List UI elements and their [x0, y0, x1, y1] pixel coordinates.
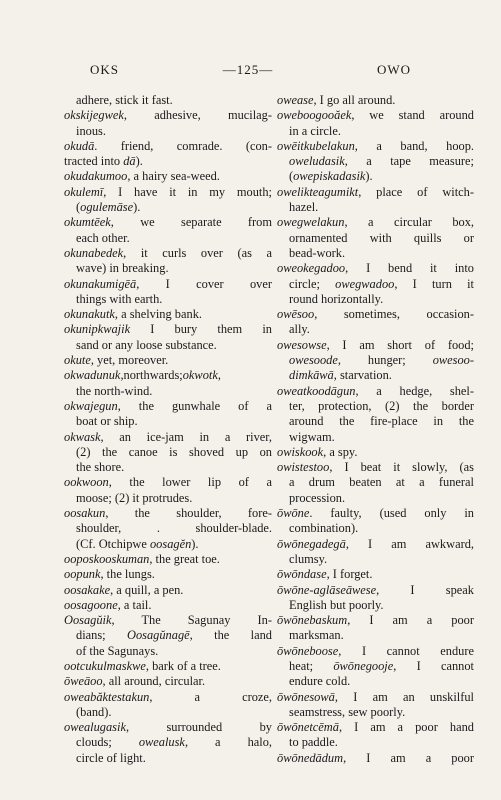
- entry-line: [64, 475, 272, 490]
- headword: ootcukulmaskwe: [64, 658, 146, 673]
- entry-line: [64, 93, 272, 108]
- definition-text: , it curls over (as a: [123, 245, 272, 260]
- definition-text: shoulder, . shoulder-blade.: [76, 521, 272, 536]
- entry-line: [277, 720, 474, 735]
- entry-line: [277, 307, 474, 322]
- entry-line: [277, 399, 474, 414]
- definition-text: , I go all around.: [313, 93, 396, 107]
- definition-text: , the great toe.: [149, 551, 220, 566]
- definition-text: around the fire-place in the: [289, 414, 474, 429]
- headword: okunipkwajik: [64, 322, 131, 337]
- entry-line: [277, 445, 474, 460]
- entry-line: [277, 460, 474, 475]
- definition-text: (: [289, 169, 294, 184]
- definition-text: , place of witch-: [358, 184, 474, 199]
- definition-text: heat;: [289, 658, 334, 673]
- entry-line: [64, 430, 272, 445]
- definition-text: , I am an unskilful: [334, 689, 474, 704]
- entry-line: [64, 307, 272, 322]
- definition-text: , the lungs.: [100, 567, 155, 582]
- definition-text: , I forget.: [326, 567, 373, 582]
- definition-text: wave) in breaking.: [76, 261, 169, 276]
- definition-text: dians;: [76, 628, 127, 643]
- entry-line: [64, 705, 272, 720]
- definition-text: , a hairy sea-weed.: [127, 169, 220, 184]
- entry-line: [64, 521, 272, 536]
- headword: oweokegadoo: [277, 261, 346, 276]
- entry-line: [277, 751, 474, 766]
- headword: owesowse: [277, 337, 327, 352]
- entry-line: [64, 277, 272, 292]
- definition-text: adhere, stick it fast.: [76, 93, 173, 107]
- entry-line: [64, 154, 272, 169]
- headword: okunakutk: [64, 307, 115, 322]
- entry-line: [277, 613, 474, 628]
- headword: okunakumigēā: [64, 276, 137, 291]
- definition-text: , the lower lip of a: [108, 475, 272, 490]
- definition-text: circle;: [289, 276, 336, 291]
- entry-line: [277, 353, 474, 368]
- entry-line: [277, 338, 474, 353]
- entry-line: [64, 720, 272, 735]
- definition-text: ).: [191, 536, 199, 551]
- definition-text: , a circular box,: [344, 215, 474, 230]
- definition-text: , I bend it into: [345, 261, 474, 276]
- entry-line: [277, 93, 474, 108]
- definition-text: . friend, comrade. (con-: [94, 138, 272, 153]
- headword: oosakun: [64, 506, 106, 521]
- definition-text: moose; (2) it protrudes.: [76, 490, 193, 505]
- entry-line: [277, 108, 474, 123]
- entry-line: [64, 735, 272, 750]
- headword: owepiskadasik: [293, 169, 366, 184]
- definition-text: endure cold.: [289, 674, 351, 689]
- entry-line: [64, 537, 272, 552]
- entry-line: [277, 583, 474, 598]
- entry-line: [64, 644, 272, 659]
- entry-line: [277, 292, 474, 307]
- entry-line: [277, 139, 474, 154]
- entry-line: [64, 231, 272, 246]
- entry-line: [277, 705, 474, 720]
- entry-line: [64, 399, 272, 414]
- entry-line: [277, 215, 474, 230]
- definition-text: , adhesive, mucilag-: [123, 108, 272, 123]
- headword: dimkāwā: [289, 368, 334, 383]
- definition-text: , an ice-jam in a river,: [100, 429, 272, 444]
- headword: ōwōndase: [277, 567, 327, 582]
- definition-text: , I cover over: [136, 276, 272, 291]
- headword: owistestoo: [277, 460, 330, 475]
- entry-line: [277, 261, 474, 276]
- definition-text: bead-work.: [289, 245, 346, 260]
- headword: owease: [277, 93, 314, 107]
- entry-line: [277, 169, 474, 184]
- definition-text: each other.: [76, 230, 130, 245]
- entry-line: [64, 261, 272, 276]
- definition-text: ,: [217, 368, 221, 383]
- definition-text: , I cannot: [393, 658, 474, 673]
- entry-line: [64, 139, 272, 154]
- headword: ookwoon: [64, 475, 109, 490]
- definition-text: , a shelving bank.: [114, 307, 202, 322]
- definition-text: circle of light.: [76, 750, 146, 765]
- headword: okwajegun: [64, 398, 118, 413]
- definition-text: , I am a poor hand: [338, 720, 474, 735]
- entry-line: [64, 338, 272, 353]
- definition-text: boat or ship.: [76, 414, 138, 429]
- definition-text: hazel.: [289, 200, 319, 215]
- header-left-guideword: OKS: [90, 62, 120, 77]
- entry-line: [64, 674, 272, 689]
- entry-line: [277, 552, 474, 567]
- left-column: [64, 93, 272, 766]
- entry-line: [277, 231, 474, 246]
- definition-text: tracted into: [64, 154, 124, 169]
- headword: Oosagŭnagē: [127, 628, 190, 643]
- definition-text: (: [76, 200, 81, 215]
- headword: owesoo-: [432, 353, 474, 368]
- entry-line: [64, 491, 272, 506]
- headword: oosakake: [64, 582, 111, 597]
- entry-line: [64, 200, 272, 215]
- entry-line: [277, 491, 474, 506]
- headword: okumtēek: [64, 215, 111, 230]
- headword: okwadunuk: [64, 368, 121, 383]
- definition-text: ter, protection, (2) the border: [289, 398, 474, 413]
- headword: ōwōne-aglāseāwese: [277, 582, 377, 597]
- entry-line: [277, 506, 474, 521]
- definition-text: , a hedge, shel-: [355, 383, 474, 398]
- entry-line: [64, 552, 272, 567]
- definition-text: , I beat it slowly, (as: [329, 460, 474, 475]
- headword: ōwōnesowā: [277, 689, 335, 704]
- entry-line: [277, 475, 474, 490]
- definition-text: ,northwards;: [120, 368, 183, 383]
- entry-line: [277, 674, 474, 689]
- entry-line: [64, 185, 272, 200]
- entry-line: [277, 659, 474, 674]
- entry-line: [277, 246, 474, 261]
- definition-text: clumsy.: [289, 551, 328, 566]
- headword: okwask: [64, 429, 101, 444]
- definition-text: seamstress, sew poorly.: [289, 704, 406, 719]
- entry-line: [64, 246, 272, 261]
- headword: dā: [123, 154, 136, 169]
- entry-line: [64, 751, 272, 766]
- entry-line: [64, 215, 272, 230]
- entry-line: [64, 124, 272, 139]
- entry-line: [277, 154, 474, 169]
- definition-text: , I am a poor: [343, 750, 474, 765]
- definition-text: , I am awkward,: [345, 536, 474, 551]
- entry-line: [277, 384, 474, 399]
- headword: oweboogooăek: [277, 108, 352, 123]
- definition-text: (Cf. Otchipwe: [76, 536, 150, 551]
- definition-text: , I am short of food;: [326, 337, 474, 352]
- headword: oopunk: [64, 567, 101, 582]
- definition-text: the shore.: [76, 460, 125, 475]
- entry-line: [64, 368, 272, 383]
- entry-line: [64, 567, 272, 582]
- definition-text: of the Sagunays.: [76, 643, 159, 658]
- headword: ōwōnedādum: [277, 750, 344, 765]
- entry-line: [277, 414, 474, 429]
- entry-line: [64, 613, 272, 628]
- definition-text: ally.: [289, 322, 310, 337]
- definition-text: ).: [365, 169, 373, 184]
- headword: okwotk: [182, 368, 218, 383]
- entry-line: [277, 368, 474, 383]
- definition-text: combination).: [289, 521, 359, 536]
- definition-text: (2) the canoe is shoved up on: [76, 444, 272, 459]
- headword: owēsoo: [277, 307, 315, 322]
- definition-text: ornamented with quills or: [289, 230, 474, 245]
- page-number: —125—: [222, 62, 274, 77]
- headword: owealusk: [138, 735, 185, 750]
- definition-text: , starvation.: [333, 368, 392, 383]
- definition-text: ).: [135, 154, 143, 169]
- definition-text: inous.: [76, 123, 106, 138]
- headword: okulemī: [64, 184, 104, 199]
- headword: ōwōnegadegā: [277, 536, 346, 551]
- definition-text: marksman.: [289, 628, 344, 643]
- entry-line: [277, 690, 474, 705]
- headword: owealugasik: [64, 720, 126, 735]
- definition-text: , we separate from: [110, 215, 272, 230]
- definition-text: , a tape measure;: [344, 154, 474, 169]
- entry-line: [277, 277, 474, 292]
- entry-line: [64, 583, 272, 598]
- definition-text: , all around, circular.: [102, 674, 206, 689]
- right-column: [277, 93, 474, 766]
- definition-text: , I cannot endure: [338, 643, 474, 658]
- definition-text: the north-wind.: [76, 383, 153, 398]
- header-right-guideword: OWO: [376, 62, 411, 77]
- headword: owegwelakun: [277, 215, 345, 230]
- definition-text: , surrounded by: [125, 720, 272, 735]
- entry-line: [64, 414, 272, 429]
- headword: okudakumoo: [64, 169, 128, 184]
- definition-text: , bark of a tree.: [145, 658, 221, 673]
- entry-line: [277, 598, 474, 613]
- definition-text: things with earth.: [76, 291, 163, 306]
- definition-text: English but poorly.: [289, 597, 384, 612]
- entry-line: [277, 537, 474, 552]
- definition-text: , The Sagunay In-: [111, 613, 272, 628]
- entry-line: [64, 598, 272, 613]
- headword: ōweāoo: [64, 674, 103, 689]
- definition-text: , I speak: [376, 582, 474, 597]
- entry-line: [64, 353, 272, 368]
- headword: okunabedek: [64, 245, 124, 260]
- headword: ōwōne: [277, 506, 310, 521]
- entry-line: [64, 506, 272, 521]
- entry-line: [64, 322, 272, 337]
- entry-line: [64, 690, 272, 705]
- definition-text: , yet, moreover.: [90, 353, 169, 368]
- headword: owesoode: [289, 353, 338, 368]
- definition-text: , a croze,: [149, 689, 272, 704]
- entry-line: [64, 659, 272, 674]
- definition-text: round horizontally.: [289, 291, 384, 306]
- entry-line: [64, 628, 272, 643]
- definition-text: , a spy.: [323, 444, 358, 459]
- headword: oweabăktestakun: [64, 689, 150, 704]
- headword: oweatkoodāgun: [277, 383, 356, 398]
- definition-text: , the shoulder, fore-: [105, 506, 272, 521]
- headword: ogulemāse: [80, 200, 134, 215]
- headword: ōwōnebaskum: [277, 613, 348, 628]
- definition-text: , a band, hoop.: [354, 138, 474, 153]
- headword: ōwōnetcēmā: [277, 720, 339, 735]
- entry-line: [277, 185, 474, 200]
- entry-line: [277, 521, 474, 536]
- definition-text: , a tail.: [117, 597, 152, 612]
- definition-text: a drum beaten at a funeral: [289, 475, 474, 490]
- definition-text: , a quill, a pen.: [110, 582, 184, 597]
- entry-line: [277, 644, 474, 659]
- headword: ooposkooskuman: [64, 551, 150, 566]
- definition-text: , the gunwhale of a: [117, 398, 272, 413]
- entry-line: [64, 108, 272, 123]
- headword: oosagĕn: [149, 536, 192, 551]
- headword: owelikteagumikt: [277, 184, 359, 199]
- entry-line: [277, 200, 474, 215]
- definition-text: , hunger;: [337, 353, 433, 368]
- running-header: [90, 62, 411, 78]
- headword: ōwōneboose: [277, 643, 339, 658]
- definition-text: to paddle.: [289, 735, 338, 750]
- definition-text: , I am a poor: [347, 613, 474, 628]
- entry-line: [277, 322, 474, 337]
- definition-text: wigwam.: [289, 429, 335, 444]
- entry-line: [277, 124, 474, 139]
- entry-line: [64, 384, 272, 399]
- definition-text: (band).: [76, 704, 112, 719]
- definition-text: , sometimes, occasion-: [314, 307, 474, 322]
- definition-text: , I have it in my mouth;: [103, 184, 272, 199]
- definition-text: . faulty, (used only in: [309, 506, 474, 521]
- headword: owēitkubelakun: [277, 138, 355, 153]
- definition-text: in a circle.: [289, 123, 341, 138]
- definition-text: , the land: [189, 628, 272, 643]
- headword: okute: [64, 353, 91, 368]
- headword: ōwōnegooje: [333, 658, 394, 673]
- definition-text: , I turn it: [394, 276, 474, 291]
- entry-line: [277, 735, 474, 750]
- entry-line: [64, 292, 272, 307]
- definition-text: ).: [133, 200, 141, 215]
- definition-text: , a halo,: [184, 735, 272, 750]
- headword: oweludasik: [289, 154, 345, 169]
- headword: okskijegwek: [64, 108, 124, 123]
- entry-line: [277, 628, 474, 643]
- entry-line: [277, 567, 474, 582]
- definition-text: I bury them in: [130, 322, 272, 337]
- headword: owiskook: [277, 444, 324, 459]
- headword: oosagoone: [64, 597, 118, 612]
- entry-line: [277, 430, 474, 445]
- definition-text: , we stand around: [351, 108, 474, 123]
- entry-line: [64, 445, 272, 460]
- definition-text: clouds;: [76, 735, 139, 750]
- definition-text: procession.: [289, 490, 346, 505]
- entry-line: [64, 460, 272, 475]
- entry-line: [64, 169, 272, 184]
- headword: owegwadoo: [335, 276, 395, 291]
- definition-text: sand or any loose substance.: [76, 337, 217, 352]
- headword: okudā: [64, 138, 95, 153]
- headword: Oosagŭik: [64, 613, 112, 628]
